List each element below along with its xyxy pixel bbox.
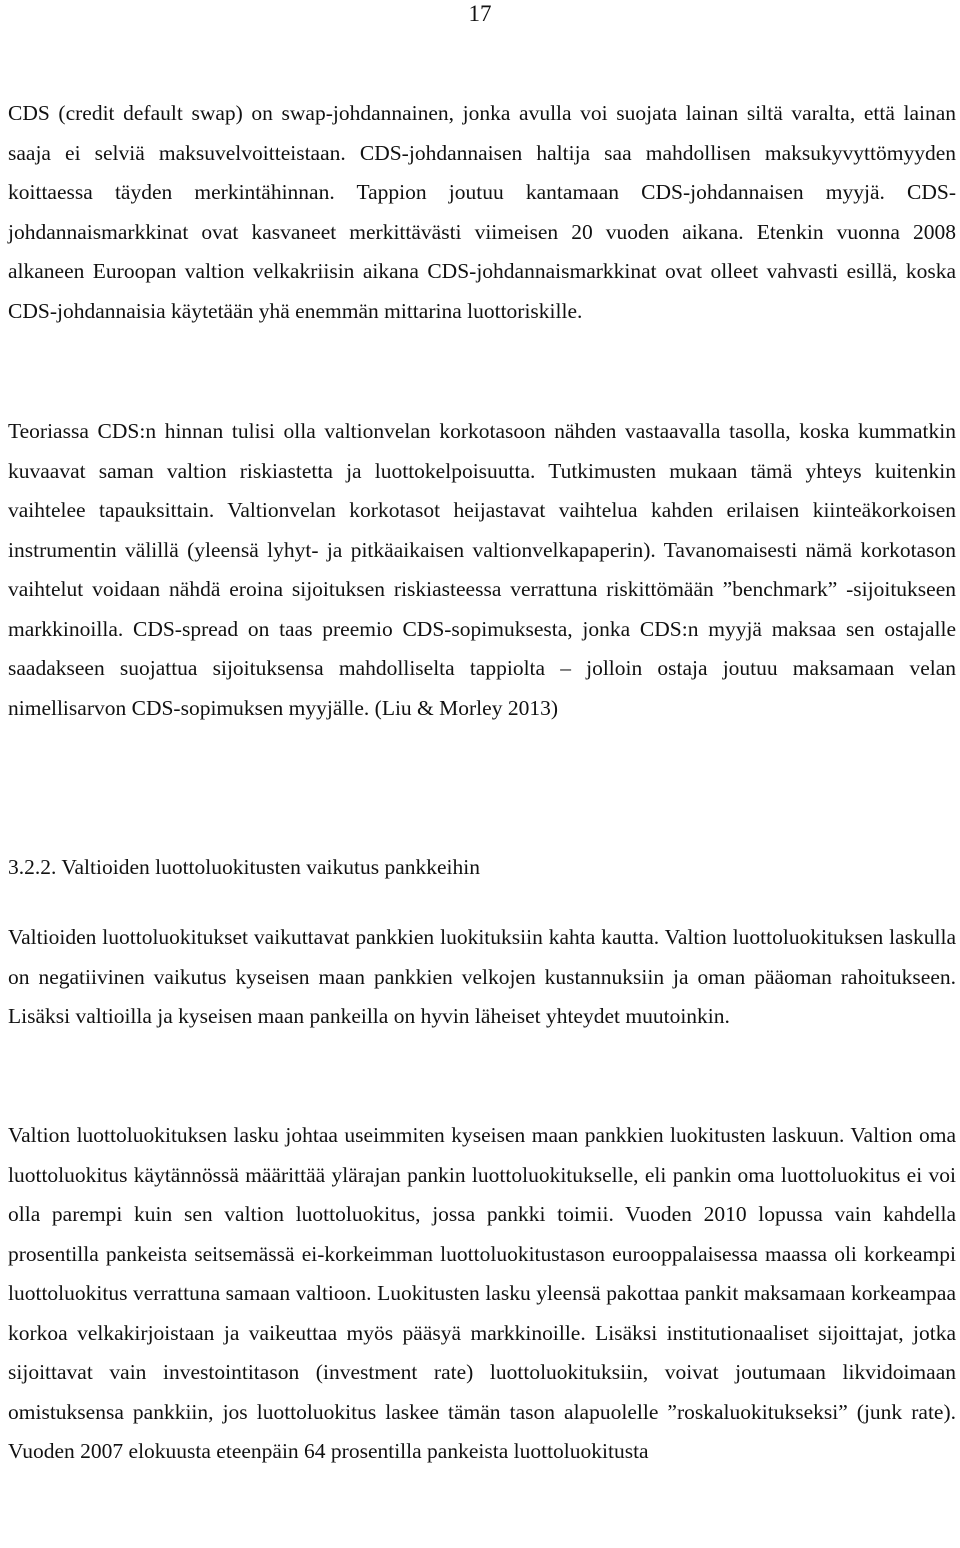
- paragraph-rating-effects: Valtioiden luottoluokitukset vaikuttavat pankkien luokituksiin kahta kautta. Valtion luottoluokituksen laskulla on negatiivinen vaikutus kyseisen maan pankkien velkojen kustannuksiin ja oman pääoman rahoitukseen. Lisäksi valtioilla ja kyseisen maan pankeilla on hyvin läheiset yhteydet muutoinkin.: [8, 925, 956, 1028]
- paragraph-cds-theory: Teoriassa CDS:n hinnan tulisi olla valtionvelan korkotasoon nähden vastaavalla tasolla, koska kummatkin kuvaavat saman valtion riskiastetta ja luottokelpoisuutta. Tutkimusten mukaan tämä yhteys kuitenkin vaihtelee tapauksittain. Valtionvelan korkotasot heijastavat vaihtelua kahden erilaisen kiinteäkorkoisen instrumentin välillä (yleensä lyhyt- ja pitkäaikaisen valtionvelkapaperin). Tavanomaisesti nämä korkotason vaihtelut voidaan nähdä eroina sijoituksen riskiasteessa verrattuna riskittömään ”benchmark” -sijoitukseen markkinoilla. CDS-spread on taas preemio CDS-sopimuksesta, jonka CDS:n myyjä maksaa sen ostajalle saadakseen suojattua sijoituksensa mahdolliselta tappiolta – jolloin ostaja joutuu maksamaan velan nimellisarvon CDS-sopimuksen myyjälle. (Liu & Morley 2013): [8, 419, 956, 720]
- paragraph-rating-downgrade: Valtion luottoluokituksen lasku johtaa useimmiten kyseisen maan pankkien luokitusten laskuun. Valtion oma luottoluokitus käytännössä määrittää ylärajan pankin luottoluokitukselle, eli pankin oma luottoluokitus ei voi olla parempi kuin sen valtion luottoluokitus, jossa pankki toimii. Vuoden 2010 lopussa vain kahdella prosentilla pankeista seitsemässä ei-korkeimman luottoluokitustason eurooppalaisessa maassa oli korkeampi luottoluokitus verrattuna samaan valtioon. Luokitusten lasku yleensä pakottaa pankit maksamaan korkeampaa korkoa velkakirjoistaan ja vaikeuttaa myös pääsyä markkinoille. Lisäksi institutionaaliset sijoittajat, jotka sijoittavat vain investointitason (investment rate) luottoluokituksiin, voivat joutumaan likvidoimaan omistuksensa pankkiin, jos luottoluokitus laskee tämän tason alapuolelle ”roskaluokitukseksi” (junk rate). Vuoden 2007 elokuusta eteenpäin 64 prosentilla pankeista luottoluokitusta: [8, 1123, 956, 1463]
- section-heading: 3.2.2. Valtioiden luottoluokitusten vaikutus pankkeihin: [8, 855, 480, 879]
- page-number: 17: [468, 1, 492, 26]
- paragraph-cds-definition: CDS (credit default swap) on swap-johdannainen, jonka avulla voi suojata lainan siltä varalta, että lainan saaja ei selviä maksuvelvoitteistaan. CDS-johdannaisen haltija saa mahdollisen maksukyvyttömyyden koittaessa täyden merkintähinnan. Tappion joutuu kantamaan CDS-johdannaisen myyjä. CDS-johdannaismarkkinat ovat kasvaneet merkittävästi viimeisen 20 vuoden aikana. Etenkin vuonna 2008 alkaneen Euroopan valtion velkakriisin aikana CDS-johdannaismarkkinat ovat olleet vahvasti esillä, koska CDS-johdannaisia käytetään yhä enemmän mittarina luottoriskille.: [8, 101, 956, 323]
